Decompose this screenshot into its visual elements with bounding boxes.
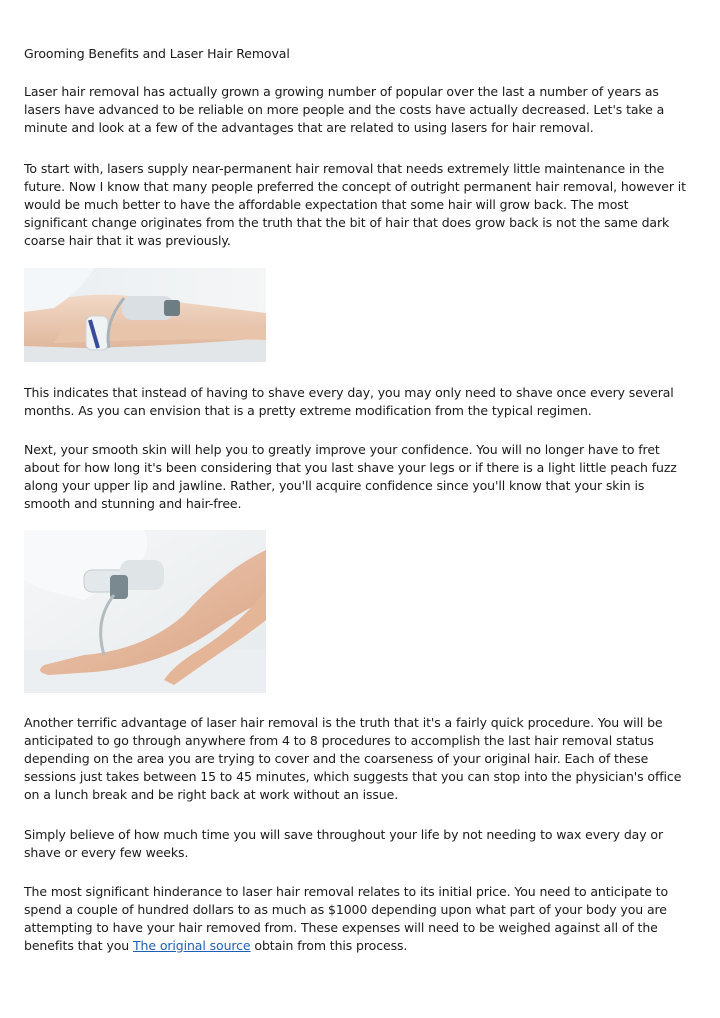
paragraph-cost-text: The most significant hinderance to laser hair removal relates to its initial price. You need to anticipate to spend a couple of hundred dollars to as much as $1000 depending upon what part of your body you are attempting to have your hair removed from. These expenses will need to be weighed against all of the benefits that you — [24, 884, 669, 953]
paragraph-confidence: Next, your smooth skin will help you to greatly improve your confidence. You will no longer have to fret about for how long it's been considering that you last shave your legs or if there is a light little peach fuzz along your upper lip and jawline. Rather, you'll acquire confidence since you'll know that your skin is smooth and stunning and hair-free. — [24, 442, 677, 511]
laser-treatment-legs-photo — [24, 268, 266, 362]
paragraph-permanent-removal: To start with, lasers supply near-permanent hair removal that needs extremely little maintenance in the future. Now I know that many people preferred the concept of outright permanent hair removal, however it would be much better to have the affordable expectation that some hair will grow back. The most significant change originates from the truth that the bit of hair that does grow back is not the same dark coarse hair that it was previously. — [24, 161, 686, 248]
page-title: Grooming Benefits and Laser Hair Removal — [24, 46, 290, 61]
paragraph-shaving: This indicates that instead of having to shave every day, you may only need to shave once every several months. As you can envision that is a pretty extreme modification from the typical regimen. — [24, 385, 674, 418]
paragraph-cost-end: obtain from this process. — [250, 938, 408, 953]
paragraph-cost — [24, 883, 694, 955]
original-source-link[interactable]: The original source — [133, 938, 251, 953]
paragraph-quick-procedure: Another terrific advantage of laser hair removal is the truth that it's a fairly quick procedure. You will be anticipated to go through anywhere from 4 to 8 procedures to accomplish the last hair removal status depending on the area you are trying to cover and the coarseness of your original hair. Each of these sessions just takes between 15 to 45 minutes, which suggests that you can stop into the physician's office on a lunch break and be right back at work without an issue. — [24, 715, 682, 802]
paragraph-time-saving: Simply believe of how much time you will save throughout your life by not needing to wax every day or shave or every few weeks. — [24, 827, 664, 860]
paragraph-intro: Laser hair removal has actually grown a growing number of popular over the last a number of years as lasers have advanced to be reliable on more people and the costs have actually decreased. Let's take a minute and look at a few of the advantages that are related to using lasers for hair removal. — [24, 84, 665, 135]
laser-treatment-leg-photo — [24, 530, 266, 693]
